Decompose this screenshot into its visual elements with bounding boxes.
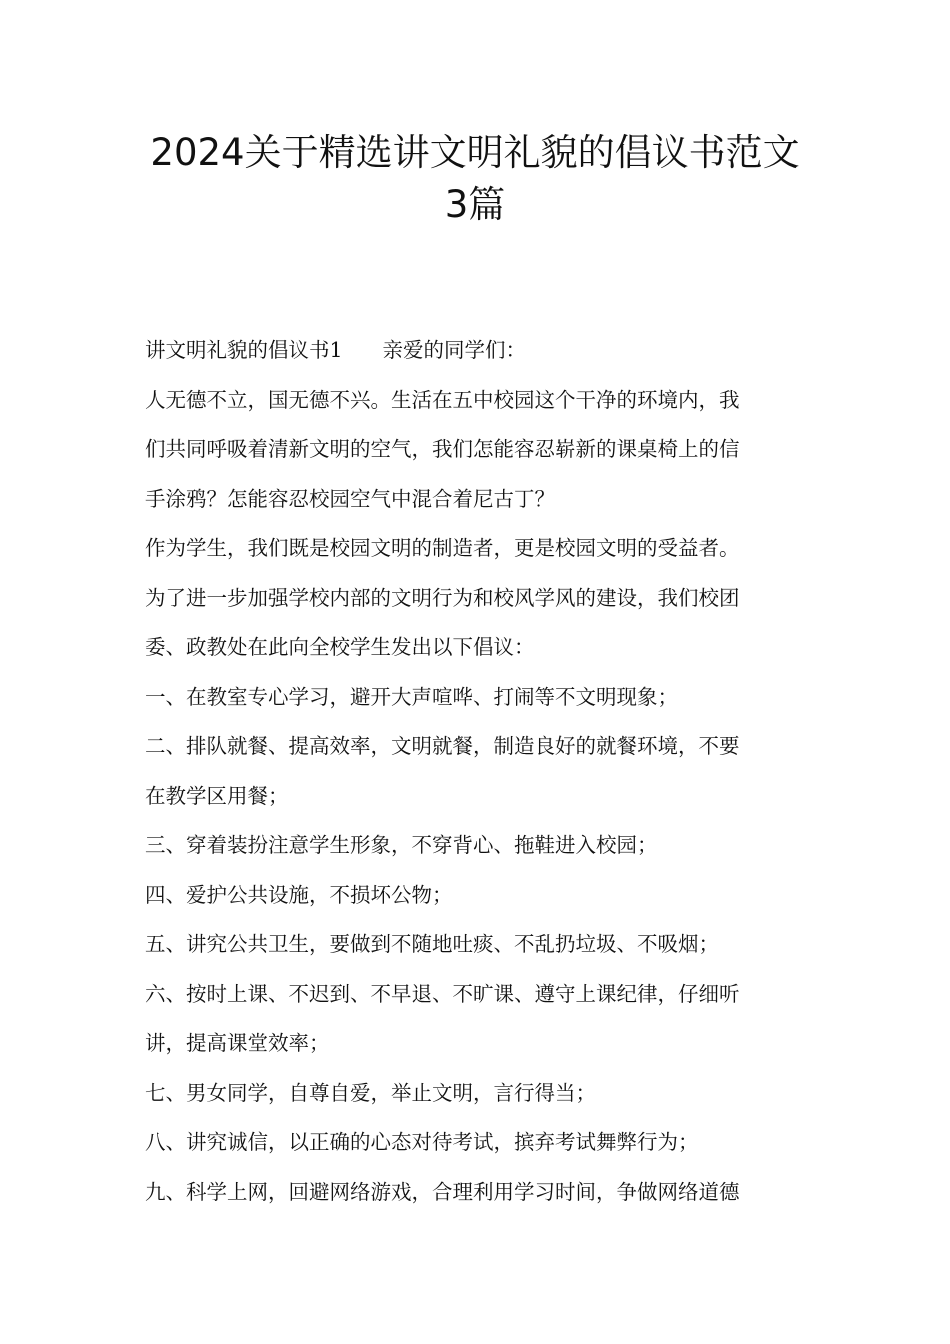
proposal-item-line: 四、爱护公共设施，不损坏公物； — [145, 882, 453, 907]
document-title — [100, 127, 850, 231]
proposal-item-line: 五、讲究公共卫生，要做到不随地吐痰、不乱扔垃圾、不吸烟； — [145, 932, 719, 956]
section-heading: 讲文明礼貌的倡议书1 — [145, 338, 343, 362]
proposal-item-line: 八、讲究诚信，以正确的心态对待考试，摈弃考试舞弊行为； — [145, 1130, 699, 1154]
paragraph-line: 们共同呼吸着清新文明的空气，我们怎能容忍崭新的课桌椅上的信 — [145, 437, 740, 461]
heading-line — [145, 326, 807, 376]
paragraph-line: 人无德不立，国无德不兴。生活在五中校园这个干净的环境内，我 — [145, 387, 740, 412]
proposal-item-line: 讲，提高课堂效率； — [145, 1031, 330, 1055]
proposal-item-line: 三、穿着装扮注意学生形象，不穿背心、拖鞋进入校园； — [145, 833, 658, 857]
document-body — [145, 326, 807, 1217]
paragraph-line: 作为学生，我们既是校园文明的制造者，更是校园文明的受益者。 — [145, 536, 740, 560]
paragraph-line: 为了进一步加强学校内部的文明行为和校风学风的建设，我们校团 — [145, 585, 740, 610]
proposal-item-line: 九、科学上网，回避网络游戏，合理利用学习时间，争做网络道德 — [145, 1179, 740, 1204]
proposal-item-line: 在教学区用餐； — [145, 783, 289, 808]
proposal-item-line: 六、按时上课、不迟到、不早退、不旷课、遵守上课纪律，仔细听 — [145, 981, 740, 1006]
proposal-item-line: 一、在教室专心学习，避开大声喧哗、打闹等不文明现象； — [145, 684, 678, 709]
title-line-2: 3篇 — [444, 183, 506, 226]
paragraph-line: 委、政教处在此向全校学生发出以下倡议： — [145, 635, 535, 659]
title-line-1: 2024关于精选讲文明礼貌的倡议书范文 — [150, 131, 800, 174]
proposal-item-line: 七、男女同学，自尊自爱，举止文明，言行得当； — [145, 1080, 596, 1105]
paragraph-line: 手涂鸦？怎能容忍校园空气中混合着尼古丁？ — [145, 486, 555, 511]
salutation: 亲爱的同学们： — [382, 338, 527, 362]
proposal-item-line: 二、排队就餐、提高效率，文明就餐，制造良好的就餐环境，不要 — [145, 734, 740, 758]
